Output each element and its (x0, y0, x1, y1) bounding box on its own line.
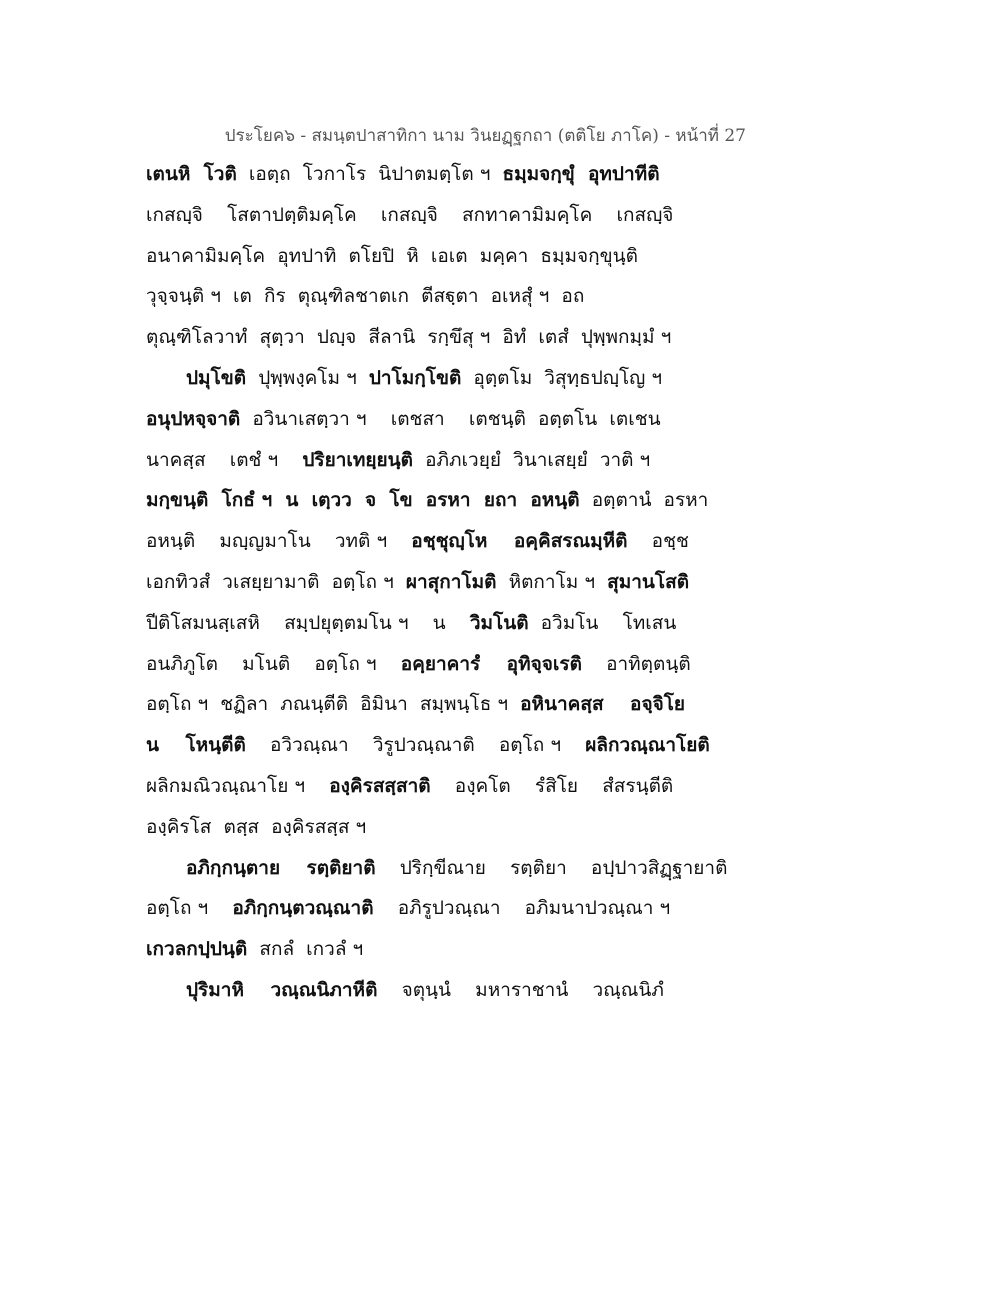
text-line (146, 480, 709, 521)
text-span: อวินาเสตฺวา ฯ เตชสา เตชนฺติ อตฺตโน เตเชน (240, 407, 661, 430)
bold-term: ปมุโขติ (186, 366, 247, 389)
text-span: อภิรูปวณฺณา อภิมนาปวณฺณา ฯ (373, 897, 671, 920)
bold-term: อคฺยาคารํ อุทิจฺจเรติ (400, 652, 582, 675)
text-span: เอตฺถ โวกาโร นิปาตมตฺโต ฯ (236, 163, 503, 185)
text-line (146, 154, 676, 195)
bold-term: อชฺชุญฺโห อคฺคิสรณมฺหีติ (411, 530, 628, 553)
text-span: ปีติโสมนสฺเสหิ สมฺปยุตฺตมโน ฯ น (146, 611, 470, 634)
text-span: เกสญฺจิ โสตาปตฺติมคฺโค เกสญฺจิ สกทาคามิมคฺโค เกสญฺจิ (146, 203, 674, 226)
text-line (146, 195, 676, 236)
text-span: ผลิกมณิวณฺณาโย ฯ (146, 774, 330, 797)
text-line (146, 725, 710, 766)
text-line (146, 970, 676, 1011)
text-span: อตฺโถ ฯ ชฏิลา ภณนฺตีติ อิมินา สมฺพนฺโธ ฯ (146, 693, 521, 716)
bold-term: วิมโนติ (469, 611, 529, 634)
text-span: อวิวณฺณา วิรูปวณฺณาติ อตฺโถ ฯ (245, 734, 586, 757)
bold-term: ปริยาเทยฺยนฺติ (302, 448, 414, 471)
text-line (146, 521, 689, 562)
text-line (146, 440, 676, 481)
bold-term: น โหนฺตีติ (146, 734, 246, 757)
bold-term: สุมานโสติ (607, 570, 690, 593)
text-line (146, 276, 676, 317)
text-span: อาทิตฺตนฺติ (581, 652, 691, 675)
bold-term: ผลิกวณฺณาโยติ (585, 734, 710, 757)
text-line (146, 603, 676, 644)
body-text (146, 154, 728, 1011)
text-line (146, 888, 676, 929)
text-span: ปริกฺขีณาย รตฺติยา อปฺปาวสิฏฺฐายาติ (375, 856, 728, 879)
bold-term: อหินาคสฺส อจฺจิโย (520, 693, 686, 716)
text-span: หิตกาโม ฯ (496, 570, 608, 593)
text-span: เอกทิวสํ วเสยฺยามาติ อตฺโถ ฯ (146, 570, 406, 593)
text-span: อตฺโถ ฯ (146, 897, 233, 920)
text-span: องฺคิรโส ตสฺส องฺคิรสสฺส ฯ (146, 815, 367, 838)
text-line (146, 399, 676, 440)
text-span: สกลํ เกวลํ ฯ (247, 938, 364, 961)
text-span: อนาคามิมคฺโค อุทปาทิ ตโยปิ หิ เอเต มคฺคา ธมฺมจกฺขุนฺติ (146, 244, 638, 267)
text-span: อตฺตานํ อรหา (579, 489, 709, 512)
bold-term: เตนหิ โวติ (146, 163, 237, 185)
text-line (146, 766, 676, 807)
bold-term: ผาสุกาโมติ (405, 570, 497, 593)
text-line (146, 358, 676, 399)
bold-term: อภิกฺกนฺตวณฺณาติ (232, 897, 374, 920)
bold-term: ธมฺมจกฺขุํ อุทปาทีติ (502, 163, 660, 185)
text-line (146, 807, 676, 848)
text-span: อชฺช (627, 530, 689, 553)
bold-term: อภิกฺกนฺตาย รตฺติยาติ (186, 856, 376, 879)
text-span: อภิภเวยฺยํ วินาเสยฺยํ วาติ ฯ (413, 448, 651, 471)
text-line (146, 644, 691, 685)
text-span: นาคสฺส เตชํ ฯ (146, 448, 303, 471)
text-line (146, 317, 676, 358)
text-line (146, 562, 690, 603)
bold-term: เกวลกปฺปนฺติ (146, 938, 248, 961)
bold-term: องฺคิรสสฺสาติ (329, 774, 431, 797)
text-span: ปุพฺพงฺคโม ฯ (246, 366, 369, 389)
text-span: องฺคโต รํสิโย สํสรนฺตีติ (430, 774, 674, 797)
text-line (146, 848, 728, 889)
text-line (146, 684, 686, 725)
bold-term: ปาโมกฺโขติ (368, 366, 462, 389)
text-line (146, 236, 676, 277)
text-span: จตุนฺนํ มหาราชานํ วณฺณนิภํ (377, 978, 664, 1001)
bold-term: ปุริมาหิ วณฺณนิภาหีติ (186, 978, 378, 1001)
bold-term: มกฺขนฺติ โกธํ ฯ น เตฺวว จ โข อรหา ยถา อหนฺติ (146, 489, 580, 512)
text-span: อนภิภูโต มโนติ อตฺโถ ฯ (146, 652, 401, 675)
text-span: ตุณฺฑิโลวาทํ สุตฺวา ปญฺจ สีลานิ รกฺขึสุ ฯ อิทํ เตสํ ปุพฺพกมฺมํ ฯ (146, 326, 672, 349)
text-span: อวิมโน โทเสน (528, 611, 677, 634)
text-line (146, 929, 676, 970)
text-span: อหนฺติ มญฺญมาโน วทติ ฯ (146, 530, 412, 553)
text-span: วุจฺจนฺติ ฯ เต กิร ตุณฺฑิลชาตเก ตีสฐฺตา อเหสุํ ฯ อถ (146, 285, 585, 308)
running-header: ประโยค๖ - สมนฺตปาสาทิกา นาม วินยฏฺฐกถา (ตติโย ภาโค) - หน้าที่ 27 (224, 126, 746, 146)
text-span: อุตฺตโม วิสุทฺธปญฺโญ ฯ (461, 366, 663, 389)
bold-term: อนุปหจฺจาติ (146, 407, 241, 430)
